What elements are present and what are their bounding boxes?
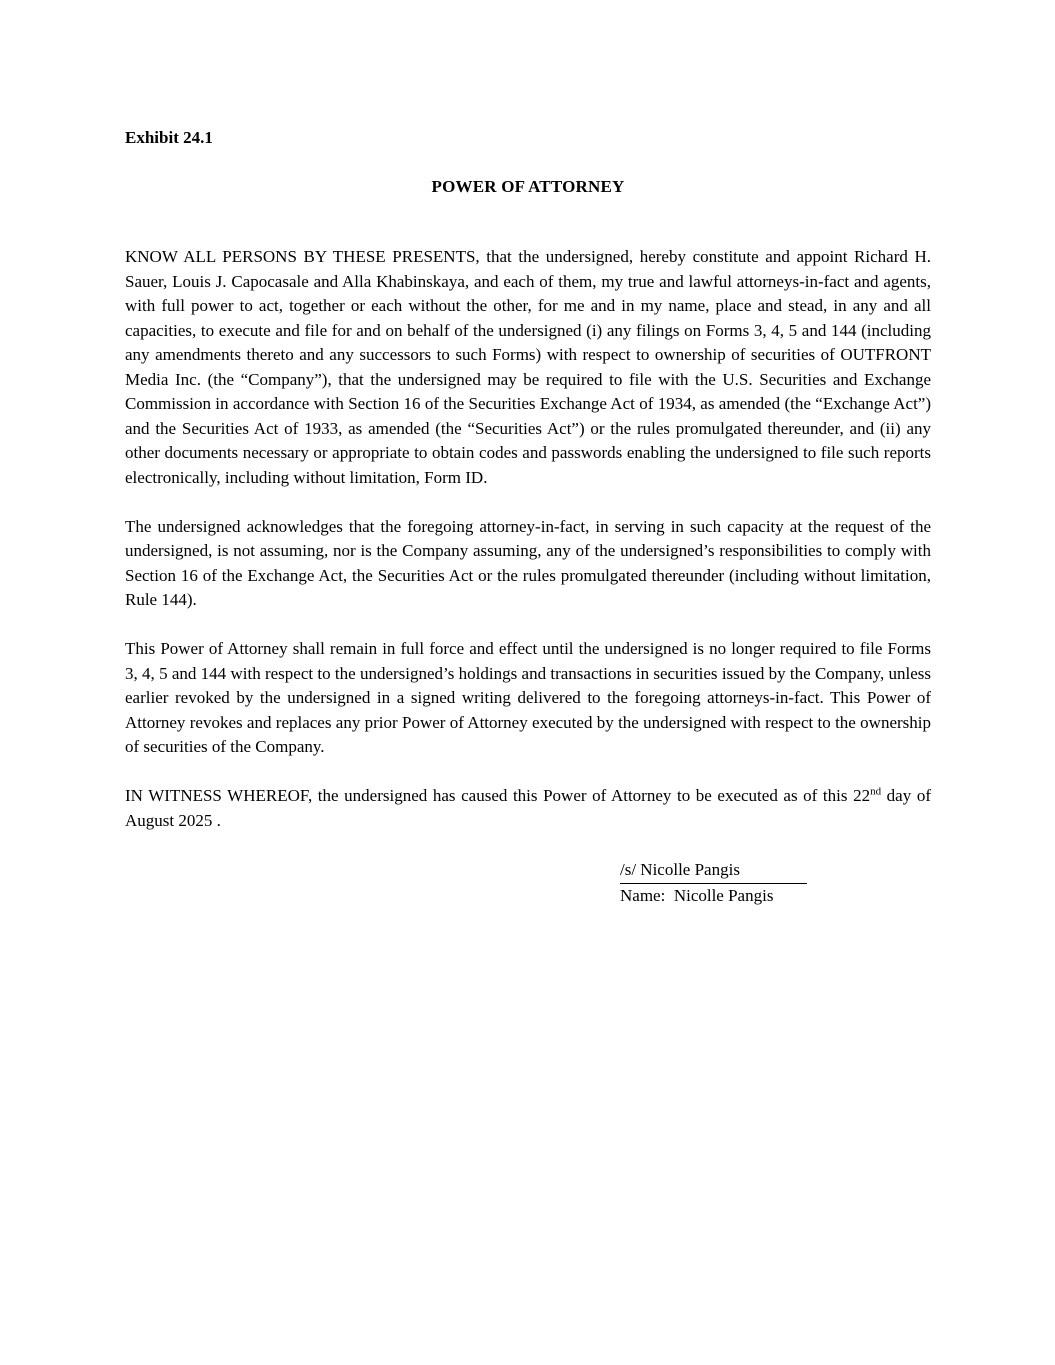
document-title: POWER OF ATTORNEY	[431, 176, 625, 196]
paragraph-appointment: KNOW ALL PERSONS BY THESE PRESENTS, that the undersigned, hereby constitute and appoint Richard H. Sauer, Louis J. Capocasale and Alla Khabinskaya, and each of them, my true and lawful attorneys-in-fact and agents, with full power to act, together or each without the other, for me and in my name, place and stead, in any and all capacities, to execute and file for and on behalf of the undersigned (i) any filings on Forms 3, 4, 5 and 144 (including any amendments thereto and any successors to such Forms) with respect to ownership of securities of OUTFRONT Media Inc. (the “Company”), that the undersigned may be required to file with the U.S. Securities and Exchange Commission in accordance with Section 16 of the Securities Exchange Act of 1934, as amended (the “Exchange Act”) and the Securities Act of 1933, as amended (the “Securities Act”) or the rules promulgated thereunder, and (ii) any other documents necessary or appropriate to obtain codes and passwords enabling the undersigned to file such reports electronically, including without limitation, Form ID.	[125, 247, 931, 487]
witness-ordinal-suffix: nd	[870, 785, 882, 798]
paragraph-witness	[125, 784, 931, 833]
paragraph-acknowledgment: The undersigned acknowledges that the foregoing attorney-in-fact, in serving in such capacity at the request of the undersigned, is not assuming, nor is the Company assuming, any of the undersigned’s responsibilities to comply with Section 16 of the Exchange Act, the Securities Act or the rules promulgated thereunder (including without limitation, Rule 144).	[125, 516, 931, 609]
witness-text-before-ordinal: IN WITNESS WHEREOF, the undersigned has caused this Power of Attorney to be executed as of this 22	[125, 786, 871, 805]
witness-text-after-ordinal: day of August 2025 .	[125, 786, 931, 830]
exhibit-label: Exhibit 24.1	[125, 128, 213, 147]
paragraph-term-and-revocation: This Power of Attorney shall remain in full force and effect until the undersigned is no longer required to file Forms 3, 4, 5 and 144 with respect to the undersigned’s holdings and transactions in securities issued by the Company, unless earlier revoked by the undersigned in a signed writing delivered to the foregoing attorneys-in-fact. This Power of Attorney revokes and replaces any prior Power of Attorney executed by the undersigned with respect to the ownership of securities of the Company.	[125, 639, 931, 756]
signature-text: /s/ Nicolle Pangis	[620, 858, 807, 885]
signature-line	[620, 858, 931, 885]
signature-name: Name: Nicolle Pangis	[620, 886, 774, 905]
signature-block	[620, 858, 931, 909]
